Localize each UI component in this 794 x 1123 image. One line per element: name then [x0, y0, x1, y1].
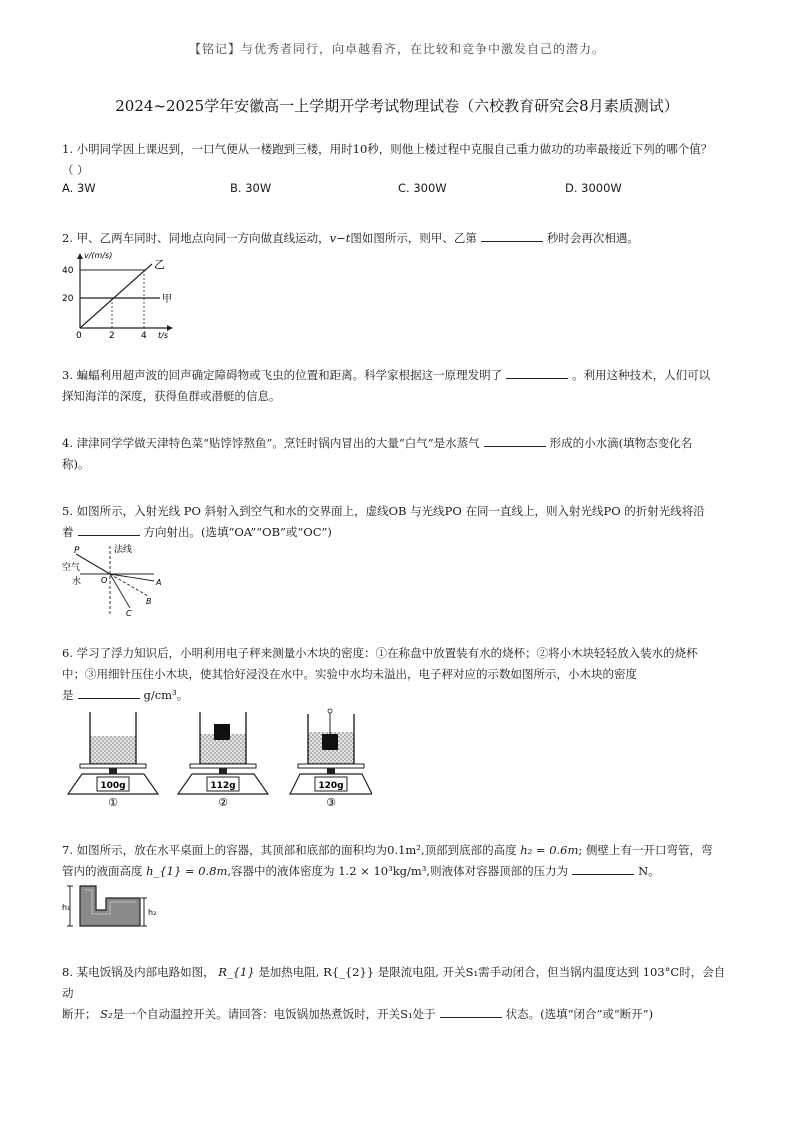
- vt-label-jia: 甲: [162, 294, 172, 305]
- question-8-line-2a: 断开；: [62, 1007, 97, 1021]
- label-b: B: [146, 597, 152, 606]
- scale-2-reading: 112g: [210, 781, 236, 791]
- label-a: A: [156, 578, 162, 587]
- question-2-part-a: 2. 甲、乙两车同时、同地点向同一方向做直线运动，: [62, 231, 330, 245]
- scale-1-stem: [109, 768, 117, 774]
- vt-ytick-20: 20: [62, 294, 74, 304]
- vt-y-arrow: [77, 253, 83, 259]
- container-diagram: [62, 882, 162, 932]
- option-d: D. 3000W: [565, 181, 622, 195]
- scale-1-water: [90, 736, 136, 764]
- question-5-text: [62, 501, 732, 543]
- question-3-text: [62, 365, 732, 407]
- scale-1: [68, 712, 158, 808]
- answer-blank-4[interactable]: [484, 434, 546, 447]
- question-6-line-3a: 是: [62, 688, 74, 702]
- question-6-text: [62, 643, 732, 706]
- question-2-text: [62, 228, 732, 249]
- question-4-text: [62, 433, 732, 475]
- option-b: B. 30W: [230, 181, 272, 195]
- label-air: 空气: [62, 563, 81, 573]
- question-7-line-1b: ,顶部到底部的高度: [420, 843, 517, 857]
- question-8-line-1c: 时，会自动: [62, 965, 726, 1000]
- option-c: C. 300W: [398, 181, 447, 195]
- scale-1-label: ①: [108, 796, 118, 808]
- question-5-line-2b: 方向射出。(选填“OA”“OB”或“OC”): [143, 525, 332, 539]
- answer-blank-8[interactable]: [440, 1005, 502, 1018]
- page-title: 2024~2025学年安徽高一上学期开学考试物理试卷（六校教育研究会8月素质测试）: [115, 97, 679, 115]
- scale-3-stem: [327, 768, 335, 774]
- question-2-part-b: 图如图所示，则甲、乙第: [350, 231, 477, 245]
- vt-xtick-4: 4: [141, 331, 147, 340]
- vt-xtick-0: 0: [76, 331, 82, 340]
- scale-2-block: [214, 724, 230, 740]
- scale-1-reading: 100g: [100, 781, 126, 791]
- question-1-line-2: （ ）: [62, 163, 89, 177]
- question-8-line-1b: 是加热电阻, R{_{2}} 是限流电阻, 开关S₁需手动闭合，但当锅内温度达到: [258, 965, 640, 979]
- scale-3-needle-head: [328, 709, 332, 713]
- vt-xtick-2: 2: [109, 331, 115, 340]
- vt-ylabel: v/(m/s): [84, 251, 113, 260]
- question-8-line-2c: 状态。(选填“闭合”或“断开”): [505, 1007, 654, 1021]
- scale-3-block: [322, 734, 338, 750]
- question-8-line-2b: 是一个自动温控开关。请回答：电饭锅加热煮饭时，开关S₁处于: [112, 1007, 436, 1021]
- vt-line-yi: [80, 264, 152, 328]
- question-2-part-c: 秒时会再次相遇。: [546, 231, 639, 245]
- h1-label: h₁: [62, 903, 71, 912]
- label-o: O: [101, 576, 108, 585]
- answer-blank-6[interactable]: [78, 686, 140, 699]
- scale-2-label: ②: [218, 796, 228, 808]
- question-7-text: [62, 840, 732, 882]
- question-8-r1: R_{1}: [218, 965, 255, 979]
- vt-label-yi: 乙: [154, 258, 165, 271]
- question-8-line-1a: 8. 某电饭锅及内部电路如图，: [62, 965, 215, 979]
- question-6-line-2: 中；③用细针压住小木块，使其恰好浸没在水中。实验中水均未溢出，电子秤对应的示数如图所示，小木块的密度: [62, 667, 637, 681]
- header-motto: 【铭记】与优秀者同行，向卓越看齐，在比较和竞争中激发自己的潜力。: [188, 42, 605, 56]
- refraction-diagram: [62, 542, 172, 618]
- question-7-h2: h₂ = 0.6m: [520, 843, 579, 857]
- answer-blank-5[interactable]: [78, 523, 140, 536]
- vt-graph: [60, 250, 180, 340]
- question-7-h1: h_{1} = 0.8m: [146, 864, 228, 878]
- question-5-line-2a: 着: [62, 525, 74, 539]
- scale-3-reading: 120g: [318, 781, 344, 791]
- scale-1-pan: [80, 764, 146, 768]
- scale-2-pan: [190, 764, 256, 768]
- label-p: P: [74, 546, 80, 556]
- question-7-density: 1.2 × 10³kg/m³: [338, 864, 427, 878]
- h2-label: h₂: [148, 908, 157, 917]
- question-7-line-1a: 7. 如图所示，放在水平桌面上的容器，其顶部和底部的面积均为: [62, 843, 388, 857]
- scale-3-label: ③: [326, 796, 336, 808]
- incident-ray-po: [76, 554, 110, 574]
- label-c: C: [126, 609, 132, 618]
- question-7-line-2c: ,则液体对容器顶部的压力为: [426, 864, 569, 878]
- label-normal: 法线: [114, 545, 133, 555]
- question-4-line-1b: 形成的小水滴(填物态变化名: [549, 436, 693, 450]
- question-8-temp: 103°C: [642, 965, 680, 979]
- scale-3: [290, 709, 372, 808]
- question-5-line-1: 5. 如图所示，入射光线 PO 斜射入到空气和水的交界面上，虚线OB 与光线PO 在同一直线上，则入射光线PO 的折射光线将沿: [62, 504, 705, 518]
- question-1-line-1: 1. 小明同学因上课迟到，一口气便从一楼跑到三楼，用时10秒，则他上楼过程中克服自己重力做功的功率最接近下列的哪个值？: [62, 142, 713, 156]
- question-6-line-1: 6. 学习了浮力知识后，小明利用电子秤来测量小木块的密度：①在称盘中放置装有水的烧杯；②将小木块轻轻放入装水的烧杯: [62, 646, 698, 660]
- question-1-text: [62, 139, 732, 181]
- question-2-vt: v−t: [329, 231, 351, 245]
- question-3-line-2: 探知海洋的深度，获得鱼群或潜艇的信息。: [62, 389, 281, 403]
- question-7-area: 0.1m²: [387, 843, 421, 857]
- scale-3-pan: [298, 764, 364, 768]
- question-7-line-1c: ; 侧壁上有一开口弯管，弯: [578, 843, 713, 857]
- vt-xlabel: t/s: [158, 331, 168, 340]
- option-a: A. 3W: [62, 181, 96, 195]
- scale-2: [178, 712, 268, 808]
- answer-blank-3[interactable]: [506, 366, 568, 379]
- question-7-line-2a: 管内的液面高度: [62, 864, 143, 878]
- question-3-line-1b: 。利用这种技术，人们可以: [572, 368, 711, 382]
- scale-2-stem: [219, 768, 227, 774]
- question-6-line-3b: g/cm³。: [143, 688, 189, 702]
- ray-oc: [110, 574, 130, 608]
- question-8-text: [62, 962, 732, 1025]
- question-7-line-2d: N。: [638, 864, 660, 878]
- question-8-s2: S₂: [100, 1007, 113, 1021]
- label-water: 水: [72, 577, 82, 587]
- question-4-line-1a: 4. 津津同学学做天津特色菜“贴饽饽熬鱼”。烹饪时锅内冒出的大量“白气”是水蒸气: [62, 436, 480, 450]
- question-4-line-2: 称)。: [62, 457, 90, 471]
- question-7-line-2b: ,容器中的液体密度为: [227, 864, 335, 878]
- answer-blank-2[interactable]: [481, 229, 543, 242]
- vt-ytick-40: 40: [62, 266, 74, 276]
- answer-blank-7[interactable]: [572, 862, 634, 875]
- scales-figure: [62, 708, 372, 808]
- question-3-line-1a: 3. 蝙蝠利用超声波的回声确定障碍物或飞虫的位置和距离。科学家根据这一原理发明了: [62, 368, 503, 382]
